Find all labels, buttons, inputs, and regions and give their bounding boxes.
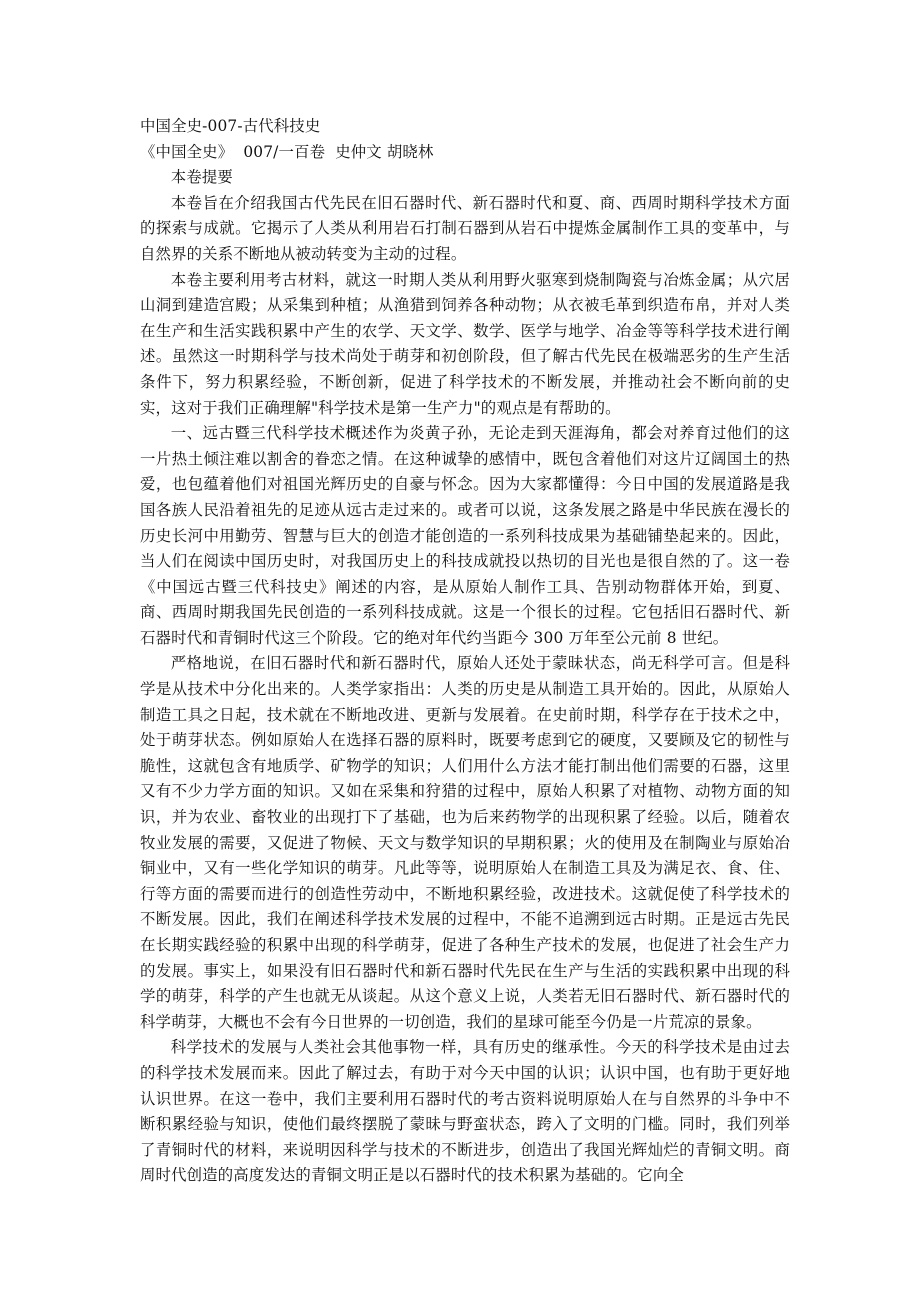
paragraph: 严格地说，在旧石器时代和新石器时代，原始人还处于蒙昧状态，尚无科学可言。但是科学是从技术中分化出来的。人类学家指出：人类的历史是从制造工具开始的。因此，从原始人制造工具之日起，技术就在不断地改进、更新与发展着。在史前时期，科学存在于技术之中，处于萌芽状态。例如原始人在选择石器的原料时，既要考虑到它的硬度，又要顾及它的韧性与脆性，这就包含有地质学、矿物学的知识；人们用什么方法才能打制出他们需要的石器，这里又有不少力学方面的知识。又如在采集和狩猎的过程中，原始人积累了对植物、动物方面的知识，并为农业、畜牧业的出现打下了基础，也为后来药物学的出现积累了经验。以后，随着农牧业发展的需要，又促进了物候、天文与数学知识的早期积累；火的使用及在制陶业与原始冶铜业中，又有一些化学知识的萌芽。凡此等等，说明原始人在制造工具及为满足衣、食、住、行等方面的需要而进行的创造性劳动中，不断地积累经验，改进技术。这就促使了科学技术的不断发展。因此，我们在阐述科学技术发展的过程中，不能不追溯到远古时期。正是远古先民在长期实践经验的积累中出现的科学萌芽，促进了各种生产技术的发展，也促进了社会生产力的发展。事实上，如果没有旧石器时代和新石器时代先民在生产与生活的实践积累中出现的科学的萌芽，科学的产生也就无从谈起。从这个意义上说，人类若无旧石器时代、新石器时代的科学萌芽，大概也不会有今日世界的一切创造，我们的星球可能至今仍是一片荒凉的景象。 <box>140 654 790 1031</box>
paragraph: 一、远古暨三代科学技术概述作为炎黄子孙，无论走到天涯海角，都会对养育过他们的这一片热土倾注难以割舍的眷恋之情。在这种诚挚的感情中，既包含着他们对这片辽阔国土的热爱，也包蕴着他们对祖国光辉历史的自豪与怀念。因为大家都懂得：今日中国的发展道路是我国各族人民沿着祖先的足迹从远古走过来的。或者可以说，这条发展之路是中华民族在漫长的历史长河中用勤劳、智慧与巨大的创造才能创造的一系列科技成果为基础铺垫起来的。因此，当人们在阅读中国历史时，对我国历史上的科技成就投以热切的目光也是很自然的了。这一卷《中国远古暨三代科技史》阐述的内容，是从原始人制作工具、告别动物群体开始，到夏、商、西周时期我国先民创造的一系列科技成就。这是一个很长的过程。它包括旧石器时代、新石器时代和青铜时代这三个阶段。它的绝对年代约当距今 300 万年至公元前 8 世纪。 <box>140 424 790 647</box>
paragraph: 本卷旨在介绍我国古代先民在旧石器时代、新石器时代和夏、商、西周时期科学技术方面的探索与成就。它揭示了人类从利用岩石打制石器到从岩石中提炼金属制作工具的变革中，与自然界的关系不断地从被动转变为主动的过程。 <box>140 193 790 263</box>
section-heading: 本卷提要 <box>170 168 233 187</box>
document-subtitle: 《中国全史》 007/一百卷 史仲文 胡晓林 <box>140 142 434 161</box>
document-body <box>140 114 790 1189</box>
paragraph: 科学技术的发展与人类社会其他事物一样，具有历史的继承性。今天的科学技术是由过去的科学技术发展而来。因此了解过去，有助于对今天中国的认识；认识中国，也有助于更好地认识世界。在这一卷中，我们主要利用石器时代的考古资料说明原始人在与自然界的斗争中不断积累经验与知识，使他们最终摆脱了蒙昧与野蛮状态，跨入了文明的门槛。同时，我们列举了青铜时代的材料，来说明因科学与技术的不断进步，创造出了我国光辉灿烂的青铜文明。商周时代创造的高度发达的青铜文明正是以石器时代的技术积累为基础的。它向全 <box>140 1038 790 1185</box>
paragraph: 本卷主要利用考古材料，就这一时期人类从利用野火驱寒到烧制陶瓷与冶炼金属；从穴居山洞到建造宫殿；从采集到种植；从渔猎到饲养各种动物；从衣被毛革到织造布帛，并对人类在生产和生活实践积累中产生的农学、天文学、数学、医学与地学、冶金等等科学技术进行阐述。虽然这一时期科学与技术尚处于萌芽和初创阶段，但了解古代先民在极端恶劣的生产生活条件下，努力积累经验，不断创新，促进了科学技术的不断发展，并推动社会不断向前的史实，这对于我们正确理解"科学技术是第一生产力"的观点是有帮助的。 <box>140 270 790 417</box>
document-title: 中国全史-007-古代科技史 <box>140 117 321 135</box>
